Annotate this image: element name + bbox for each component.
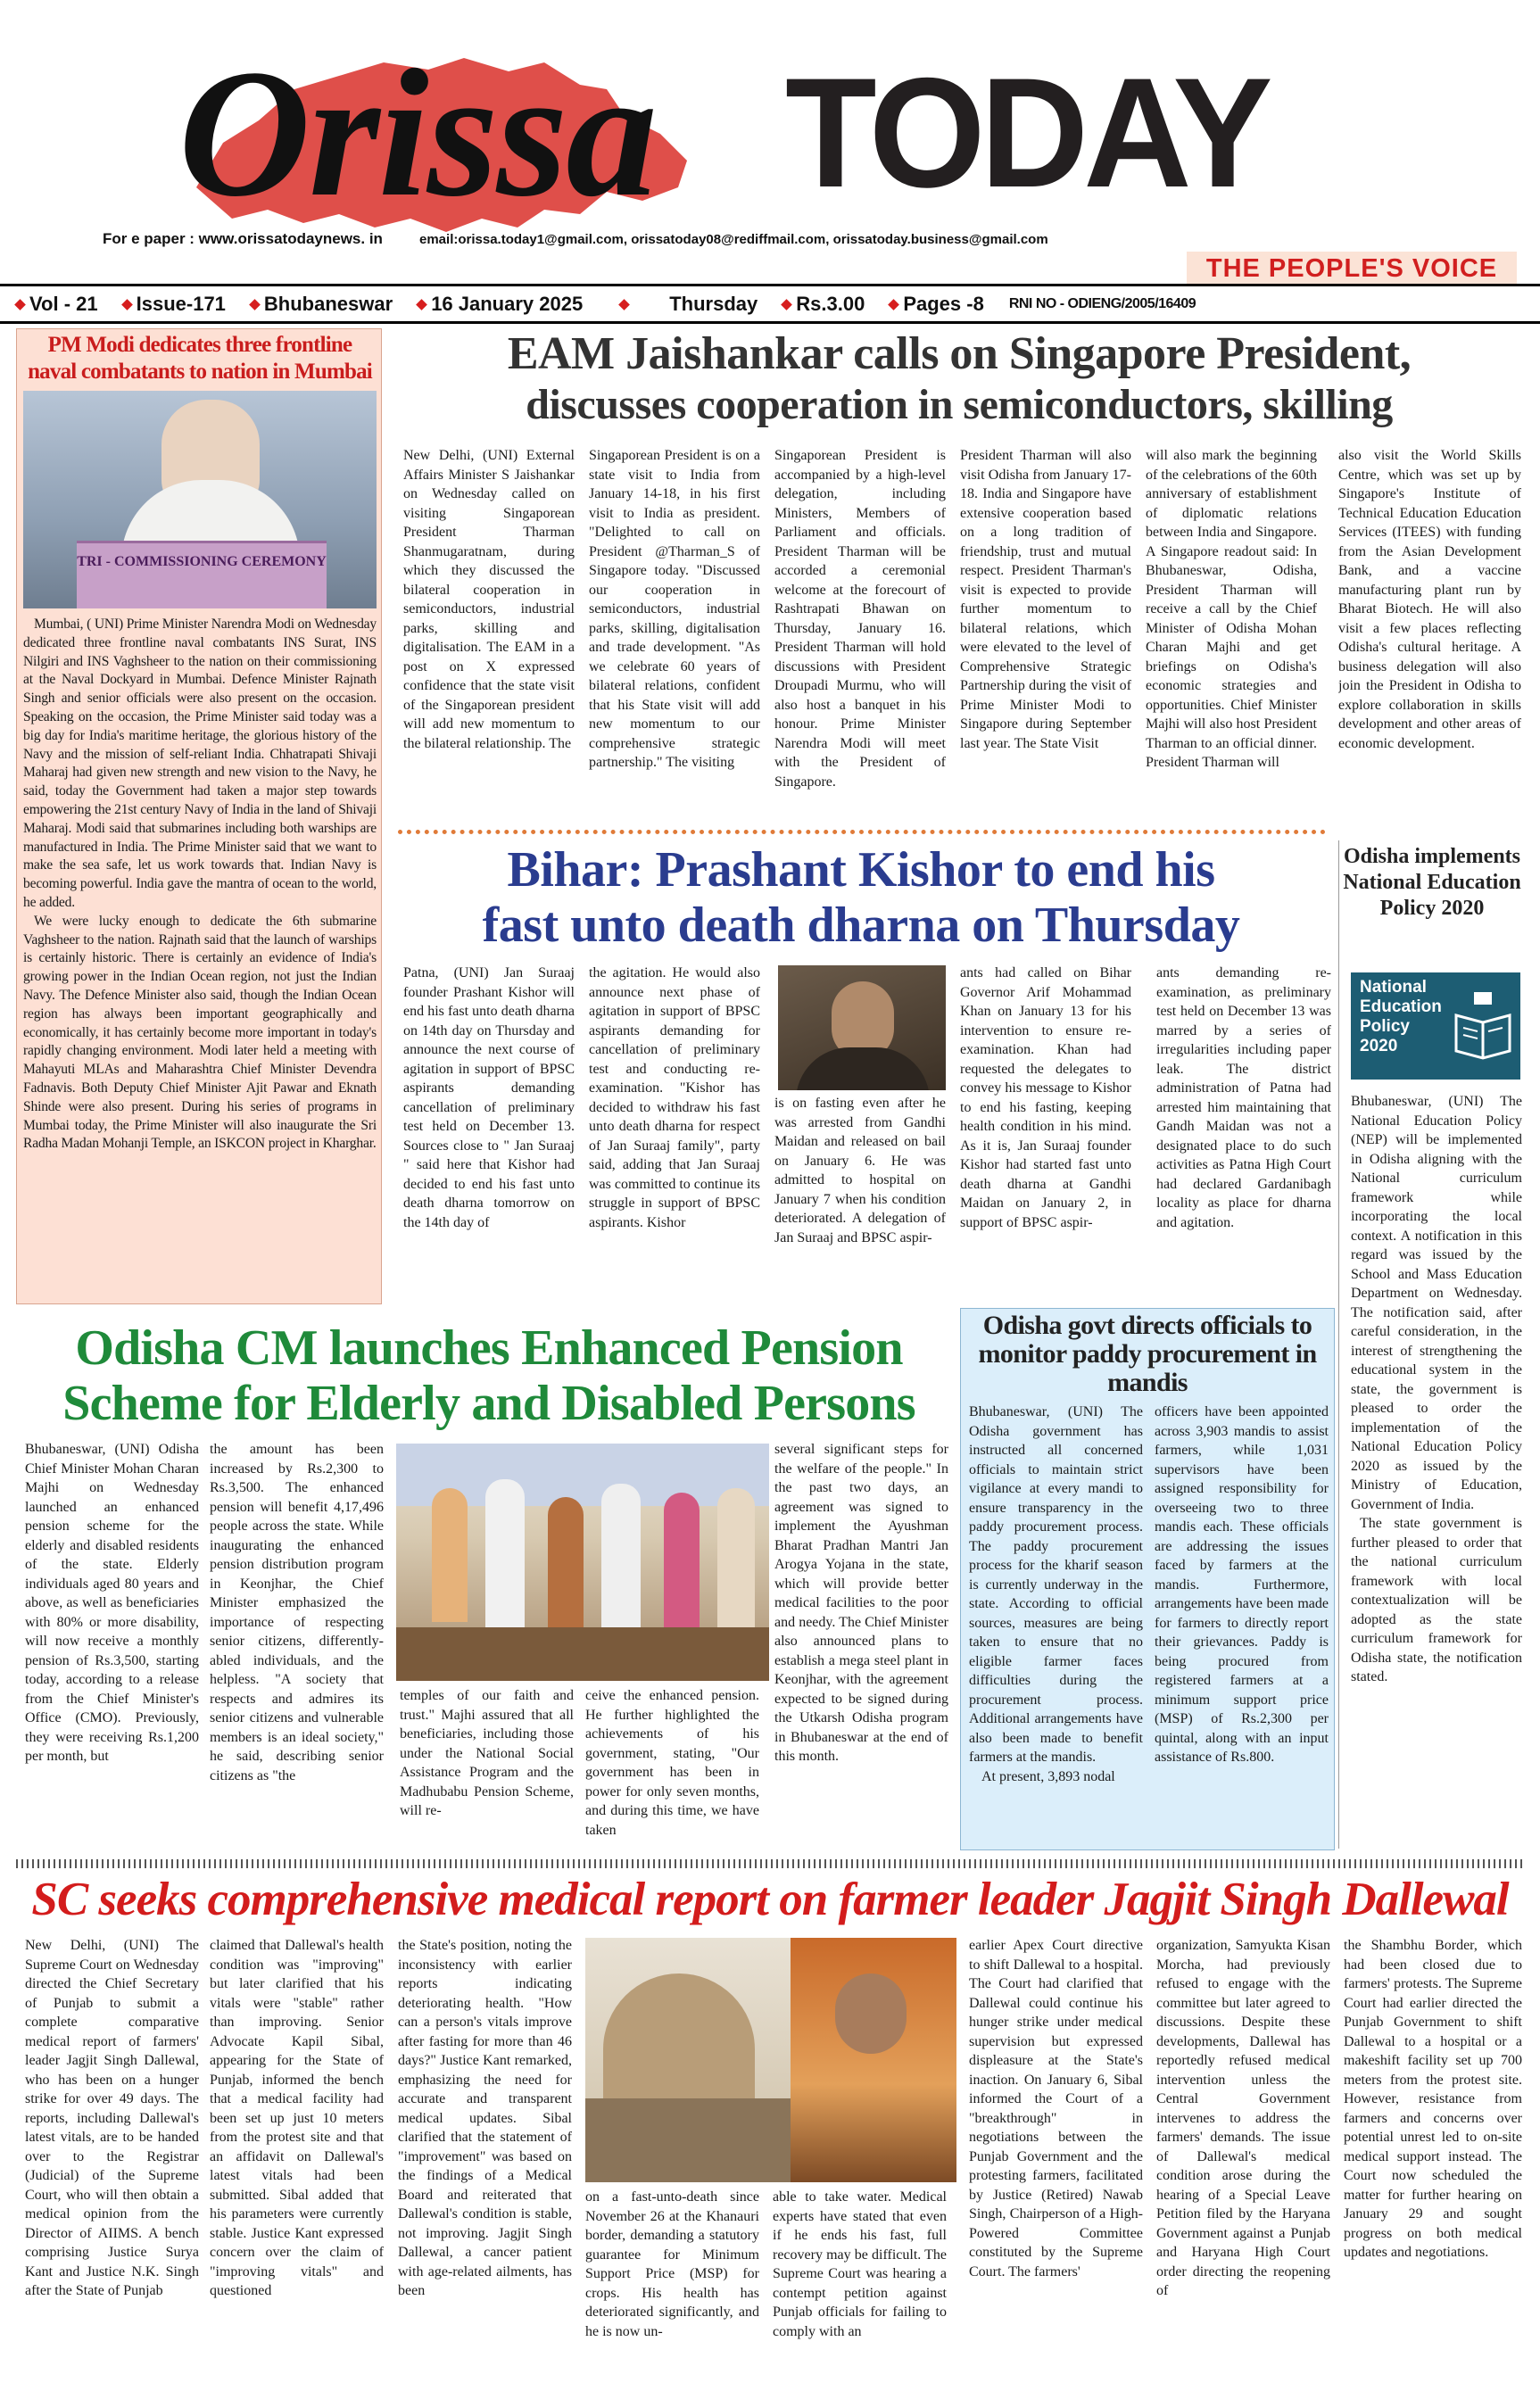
nep-graphic-line-4: 2020 (1360, 1037, 1398, 1055)
modi-paragraph-2: We were lucky enough to dedicate the 6th submarine Vaghsheer to the nation. Rajnath said that the launch of warships is certainly historic. There is certainly an evidence of India's growing power in the Indian Ocean region, not just the Indian Navy. The Defence Minister also said, though the Indian Ocean region has always been important geographically and economically, it has certainly become more important in today's rapidly changing environment. Modi later held a meeting with Mahayuti MLAs and Maharashtra Chief Minister Devendra Fadnavis. Both Deputy Chief Minister Ajit Pawar and Eknath Shinde were also present. During his series of programs in Mumbai today, the Prime Minister will also inaugurate the Sri Radha Madan Mohanji Temple, an ISKCON project in Kharghar. (23, 913, 377, 1152)
meta-city: Bhubaneswar (263, 293, 393, 315)
pension-col-1: Bhubaneswar, (UNI) Odisha Chief Minister Mohan Charan Majhi on Wednesday launched an enhanced pension scheme for the elderly and disabled residents of the state. Elderly individuals aged 80 years and above, as well as beneficiaries with 80% or more disability, will now receive a monthly pension of Rs.3,500, starting today, according to a release from the Chief Minister's Office (CMO). Previously, they were receiving Rs.1,200 per month, but (25, 1442, 199, 1764)
paddy-col-2: officers have been appointed across 3,903 mandis to assist farmers, while 1,031 supervisors have been assigned responsibility for overseeing two to three mandis each. These officials are addressing the issues faced by farmers at the mandis. Furthermore, arrangements have been made for farmers to directly report their grievances. Paddy is being procured from registered farmers at a minimum support price (MSP) of Rs.2,300 per quintal, along with an input assistance of Rs.800. (1155, 1404, 1329, 1765)
nep-paragraph-2: The state government is further pleased to order that the national curriculum framework with local contextualization will be adopted as the state curriculum framework for Odisha state, the notification stated. (1351, 1516, 1522, 1684)
sc-col-1: New Delhi, (UNI) The Supreme Court on Wednesday directed the Chief Secretary of Punjab to submit a complete comparative medical report of farmers' leader Jagjit Singh Dallewal, who has been on a hunger strike for over 49 days. The reports, including Dallewal's latest vitals, are to be handed over to the Registrar (Judicial) of the Supreme Court, who will then obtain a medical opinion from the Director of AIIMS. A bench comprising Justice Surya Kant and Justice N.K. Singh after the State of Punjab (25, 1938, 199, 2298)
contact-emails: email:orissa.today1@gmail.com, orissatoday08@rediffmail.com, orissatoday.business@gmail.com (419, 232, 1048, 247)
diamond-icon (249, 299, 261, 310)
modi-paragraph-1: Mumbai, ( UNI) Prime Minister Narendra Modi on Wednesday dedicated three frontline naval combatants INS Surat, INS Nilgiri and INS Vaghsheer to the nation on their commissioning at the Naval Dockyard in Mumbai. Defence Minister Rajnath Singh and senior officials were also present on the occasion. Speaking on the occasion, the Prime Minister said today was a big day for India's maritime heritage, the glorious history of the Navy and the mission of self-reliant India. Chhatrapati Shivaji Maharaj had given new strength and new vision to the Navy, he said, today the Government had taken a major step towards empowering the 21st century Navy of India in the land of Shivaji Maharaj. Modi said that submarines including both warships are manufactured in India. The Prime Minister said that we want to make the sea safe, let us work towards that. Indian Navy is becoming powerful. India gave the mantra of ocean to the world, he added. (23, 616, 377, 910)
nep-graphic-line-1: National (1360, 978, 1427, 997)
modi-photo (23, 391, 377, 608)
masthead-title-left: Orissa (178, 32, 656, 235)
nep-graphic (1351, 972, 1520, 1080)
bihar-col-4: ants had called on Bihar Governor Arif Mohammad Khan on January 13 for his intervention to ensure re-examination. Khan had requested the delegates to convey his message to Kishor to end his fasting, keeping health condition in his mind. As it is, Jan Suraaj founder Kishor had started fast unto death dharna at Gandhi Maidan on January 2, in support of BPSC aspir- (960, 965, 1131, 1230)
sc-col-7: organization, Samyukta Kisan Morcha, had previously refused to engage with the committee but later agreed to discussions. Despite these developments, Dallewal has reportedly refused medical intervention unless the Central Government intervenes to address the farmers' demands. The issue of Dallewal's medical condition arose during the hearing of a Special Leave Petition filed by the Haryana Government against a Punjab and Haryana High Court order directing the reopening of (1156, 1938, 1330, 2298)
book-icon (1451, 989, 1515, 1060)
person-2 (485, 1479, 525, 1631)
diamond-icon (888, 299, 899, 310)
meta-pages: Pages -8 (903, 293, 984, 315)
eam-col-1: New Delhi, (UNI) External Affairs Minister S Jaishankar on Wednesday called on visiting Singaporean President Tharman Shanmugaratnam, during which they discussed the bilateral cooperation in semiconductors, industrial parks, skilling and digitalisation. The EAM in a post on X expressed confidence that the state visit of the Singaporean president will add new momentum to the bilateral relationship. The (403, 448, 575, 751)
masthead-title-right: TODAY (785, 46, 1268, 220)
slogan-banner (1187, 252, 1517, 285)
slogan-text: THE PEOPLE'S VOICE (1205, 254, 1498, 283)
pension-col-5: several significant steps for the welfare of the people." In the past two days, an agreement was signed to implement the Ayushman Bharat Pradhan Mantri Jan Arogya Yojana in the state, which will provide better medical facilities to the poor and needy. The Chief Minister also announced plans to establish a mega steel plant in Keonjhar, with the agreement expected to be signed during the Utkarsh Odisha program in Bhubaneswar at the end of this month. (774, 1442, 948, 1764)
sc-col-4: on a fast-unto-death since November 26 at the Khanauri border, demanding a statutory guarantee for Minimum Support Price (MSP) for crops. His health has deteriorated significantly, and he is now un- (585, 2189, 759, 2339)
sc-photo (585, 1938, 956, 2182)
pension-col-3: temples of our faith and trust." Majhi assured that all beneficiaries, including those under the National Social Assistance Program and the Madhubabu Pension Scheme, will re- (400, 1688, 574, 1818)
nep-headline: Odisha implements National Education Policy 2020 (1343, 845, 1521, 920)
sc-col-6: earlier Apex Court directive to shift Dallewal to a hospital. The Court had clarified that Dallewal could continue his hunger strike under medical supervision but expressed displeasure at the State's inaction. On January 6, Sibal informed the Court of a "breakthrough" in negotiations between the Punjab Government and the protesting farmers, facilitated by Justice (Retired) Nawab Singh, Chairperson of a High-Powered Committee constituted by the Supreme Court. The farmers' (969, 1938, 1143, 2280)
section-tick-separator (16, 1859, 1524, 1868)
eam-bihar-separator (398, 830, 1326, 834)
kishor-shoulders (796, 1047, 930, 1090)
podium (77, 541, 327, 608)
paddy-headline: Odisha govt directs officials to monitor paddy procurement in mandis (978, 1311, 1317, 1397)
person-4 (601, 1484, 641, 1631)
eam-headline-line2: discusses cooperation in semiconductors, skilling (526, 381, 1393, 428)
nep-graphic-line-3: Policy (1360, 1017, 1410, 1036)
bihar-col-1: Patna, (UNI) Jan Suraaj founder Prashant Kishor will end his fast unto death dharna on 14th day on Thursday and announce the next course of agitation in support of BPSC aspirants demanding cancellation of preliminary test held on December 13. Sources close to " Jan Suraaj " said here that Kishor had decided to end his fast unto death dharna tomorrow on the 14th day of (403, 965, 575, 1230)
nep-graphic-text (1360, 978, 1442, 1056)
modi-article-body (23, 616, 377, 1303)
pension-col-4: ceive the enhanced pension. He further highlighted the achievements of his government, stating, "Our government has been in power for only seven months, and during this time, we have taken (585, 1688, 759, 1838)
bihar-col-5: ants demanding re-examination, as preliminary test held on December 13 was marred by a series of irregularities including paper leak. The district administration of Patna had arrested him maintaining that Gandh Maidan was not a designated place to do such activities as Patna High Court had declared Gardanibagh locality as place for dharna and agitation. (1156, 965, 1331, 1230)
eam-col-6: also visit the World Skills Centre, which was set up by Singapore's Institute of Technical Education Education Services (ITEES) with funding from the Asian Development Bank, and a vaccine manufacturing plant run by Bharat Biotech. He will also visit a few places reflecting Odisha's cultural heritage. A business delegation will also join the President in Odisha to explore collaboration in skills development and other areas of economic development. (1338, 448, 1521, 751)
meta-bottom-rule (0, 321, 1540, 324)
pension-col-2: the amount has been increased by Rs.2,300 to Rs.3,500. The enhanced pension will benefit 4,17,496 people across the state. While inaugurating the enhanced pension distribution program in Keonjhar, the Chief Minister emphasized the importance of respecting senior citizens, differently-abled individuals, and the helpless. "A society that respects and admires its senior citizens and vulnerable members is an ideal society," he said, describing senior citizens as "the (210, 1442, 384, 1783)
eam-col-5: will also mark the beginning of the celebrations of the 60th anniversary of establishment of diplomatic relations between India and Singapore. A Singapore readout said: In Bhubaneswar, Odisha, President Tharman will receive a call by the Chief Minister of Odisha Mohan Charan Majhi and get briefings on Odisha's economic strategies and opportunities. Chief Minister Majhi will also host President Tharman to an official dinner. President Tharman will (1146, 448, 1317, 770)
sc-col-3: the State's position, noting the inconsistency with earlier reports indicating deteriorating health. "How can a person's vitals improve after fasting for more than 46 days?" Justice Kant remarked, emphasizing the need for accurate and transparent medical updates. Sibal clarified that the statement of "improvement" was based on the findings of a Medical Board and reiterated that Dallewal's condition is stable, not improving. Jagjit Singh Dallewal, a cancer patient with age-related ailments, has been (398, 1938, 572, 2298)
meta-issue: Issue-171 (136, 293, 226, 315)
person-1 (432, 1488, 468, 1622)
dallewal-face (835, 1973, 907, 2054)
diamond-icon (618, 299, 630, 310)
epaper-link[interactable]: For e paper : www.orissatodaynews. in (103, 230, 383, 247)
meta-top-rule (0, 284, 1540, 286)
bihar-col-3: is on fasting even after he was arrested from Gandhi Maidan and released on bail on January 6. He was admitted to hospital on January 7 when his condition deteriorated. A delegation of Jan Suraaj and BPSC aspir- (774, 1096, 946, 1245)
nep-paragraph-1: Bhubaneswar, (UNI) The National Education Policy (NEP) will be implemented in Odisha aligning with the National curriculum framework while incorporating the local context. A notification in this regard was issued by the School and Mass Education Department on Wednesday. The notification said, after careful consideration, in the interest of strengthening the educational system in the state, the government is pleased to order the implementation of the National Education Policy 2020 as issued by the Ministry of Education, Government of India. (1351, 1094, 1522, 1512)
meta-bar (16, 289, 1533, 319)
meta-price: Rs.3.00 (796, 293, 865, 315)
sc-headline: SC seeks comprehensive medical report on farmer leader Jagjit Singh Dallewal (31, 1874, 1509, 1925)
bihar-headline-line1: Bihar: Prashant Kishor to end his (507, 842, 1215, 898)
nep-article-body (1351, 1092, 1522, 1847)
sc-col-8: the Shambhu Border, which had been closed due to farmers' protests. The Supreme Court had earlier directed the Punjab Government to shift Dallewal to a hospital or a makeshift facility set up 700 meters from the protest site. However, resistance from farmers and concerns over potential unrest led to on-site medical support instead. The Court now scheduled the matter for further hearing on January 29 and sought progress on both medical updates and negotiations. (1344, 1938, 1522, 2260)
modi-headline: PM Modi dedicates three frontline naval combatants to nation in Mumbai (28, 333, 372, 384)
sc-col-2: claimed that Dallewal's health condition was "improving" but later clarified that his vitals were "stable" rather than improving. Senior Advocate Kapil Sibal, appearing for the State of Punjab, informed the bench that a medical facility had been set up just 10 meters from the protest site and that an affidavit on Dallewal's latest vitals had been submitted. Sibal added that his parameters were currently stable. Justice Kant expressed concern over the claim of "improving vitals" and questioned (210, 1938, 384, 2298)
pension-headline-line2: Scheme for Elderly and Disabled Persons (62, 1376, 915, 1431)
stage-floor (396, 1627, 769, 1681)
sc-col-5: able to take water. Medical experts have stated that even if he ends his fast, full recovery may be difficult. The Supreme Court was hearing a contempt petition against Punjab officials for failing to comply with an (773, 2189, 947, 2339)
kishor-photo (778, 965, 946, 1090)
diamond-icon (781, 299, 792, 310)
meta-day: Thursday (669, 293, 758, 315)
diamond-icon (14, 299, 26, 310)
bihar-col-2: the agitation. He would also announce next phase of agitation in support of BPSC aspirants demanding for cancellation of preliminary test and conducting re-examination. "Kishor has decided to withdraw his fast unto death dharna for respect of Jan Suraaj family", party said, adding that Jan Suraaj was committed to continue its struggle in support of BPSC aspirants. Kishor (589, 965, 760, 1230)
supreme-court-building (585, 2098, 791, 2182)
eam-col-2: Singaporean President is on a state visit to India from January 14-18, in his first visit to India as president. "Delighted to call on President @Tharman_S of Singapore today. "Discussed our cooperation in semiconductors, industrial parks, skilling, digitalisation and trade development. "As we celebrate 60 years of bilateral relations, confident that his State visit will add new momentum to our comprehensive strategic partnership." The visiting (589, 448, 760, 770)
supreme-court-dome (603, 1973, 755, 2107)
nep-graphic-line-2: Education (1360, 997, 1442, 1016)
meta-date: 16 January 2025 (431, 293, 584, 315)
eam-col-3: Singaporean President is accompanied by a high-level delegation, including Ministers, Members of Parliament and officials. President Tharman will be accorded a ceremonial welcome at the forecourt of Rashtrapati Bhawan on Thursday, January 16. President Tharman will hold discussions with President Droupadi Murmu, who will also host a banquet in his honour. Prime Minister Narendra Modi will meet with the President of Singapore. (774, 448, 946, 790)
person-3 (548, 1497, 584, 1631)
meta-volume: Vol - 21 (29, 293, 98, 315)
eam-col-4: President Tharman will also visit Odisha from January 17-18. India and Singapore have extensive cooperation based on a long tradition of friendship, trust and mutual respect. President Tharman's visit is expected to provide further momentum to bilateral relations, which were elevated to the level of Comprehensive Strategic Partnership during the visit of Prime Minister Modi to Singapore during September last year. The State Visit (960, 448, 1131, 751)
pension-photo (396, 1444, 769, 1681)
paddy-paragraph-1: Bhubaneswar, (UNI) The Odisha government has instructed all concerned officials to maintain strict vigilance at every mandi to ensure transparency in the paddy procurement process. The paddy procurement process for the kharif season is currently underway in the state. According to official sources, measures are being taken to ensure that no eligible farmer faces difficulties during the procurement process. Additional arrangements have also been made to benefit farmers at the mandis. (969, 1404, 1143, 1765)
paddy-col-1 (969, 1402, 1143, 1849)
eam-headline-line1: EAM Jaishankar calls on Singapore President, (507, 328, 1412, 379)
diamond-icon (416, 299, 427, 310)
meta-rni: RNI NO - ODIENG/2005/16409 (1008, 296, 1196, 311)
bihar-headline-line2: fast unto death dharna on Thursday (482, 898, 1240, 953)
person-5 (664, 1493, 700, 1631)
pension-headline-line1: Odisha CM launches Enhanced Pension (75, 1320, 903, 1376)
paddy-paragraph-2: At present, 3,893 nodal (981, 1768, 1115, 1784)
person-6 (717, 1488, 755, 1631)
podium-caption: TRI - COMMISSIONING CEREMONY (77, 554, 327, 569)
diamond-icon (121, 299, 133, 310)
